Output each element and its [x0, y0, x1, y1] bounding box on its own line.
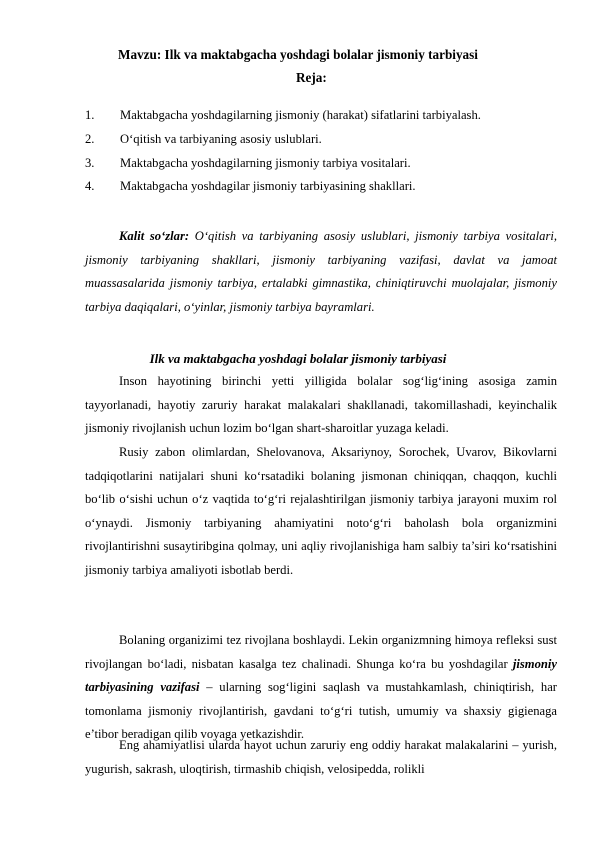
plan-item-text: Maktabgacha yoshdagilarning jismoniy tarbiya vositalari.	[120, 156, 411, 170]
plan-item-text: O‘qitish va tarbiyaning asosiy uslublari.	[120, 132, 322, 146]
body-paragraph-3	[85, 629, 557, 747]
keywords-text: O‘qitish va tarbiyaning asosiy uslublari, jismoniy tarbiya vositalari, jismoniy tarbiyaning shakllari, jismoniy tarbiyaning vazifasi, davlat va jamoat muassasalarida jismoniy tarbiya, ertalabki gimnastika, chiniqtiruvchi muolajalar, jismoniy tarbiya daqiqalari, o‘yinlar, jismoniy tarbiya bayramlari.	[85, 229, 557, 314]
body-paragraph-1: Inson hayotining birinchi yetti yilligida bolalar sog‘lig‘ining asosiga zamin tayyorlanadi, hayotiy zaruriy harakat malakalari shakllanadi, takomillashadi, keyinchalik jismoniy rivojlanish uchun lozim bo‘lgan shart-sharoitlar yuzaga keladi.	[85, 374, 557, 435]
plan-item-text: Maktabgacha yoshdagilar jismoniy tarbiyasining shakllari.	[120, 179, 416, 193]
plan-heading: Reja:	[296, 70, 327, 85]
plan-item-number: 1.	[85, 108, 95, 122]
keywords-label: Kalit so‘zlar:	[119, 229, 190, 243]
document-title: Mavzu: Ilk va maktabgacha yoshdagi bolalar jismoniy tarbiyasi	[118, 47, 478, 62]
plan-item-number: 4.	[85, 179, 95, 193]
body-paragraph-4: Eng ahamiyatlisi ularda hayot uchun zaruriy eng oddiy harakat malakalarini – yurish, yugurish, sakrash, uloqtirish, tirmashib chiqish, velosipedda, rolikli	[85, 738, 557, 776]
section-title: Ilk va maktabgacha yoshdagi bolalar jismoniy tarbiyasi	[149, 351, 447, 366]
keywords-paragraph	[85, 225, 557, 319]
paragraph-3-text-start: Bolaning organizimi tez rivojlana boshlaydi. Lekin organizmning himoya refleksi sust rivojlangan bo‘ladi, nisbatan kasalga tez chalinadi. Shunga ko‘ra bu yoshdagilar	[85, 633, 557, 671]
paragraph-3-text-end: – ularning sog‘ligini saqlash va mustahkamlash, chiniqtirish, har tomonlama jismoniy rivojlantirish, gavdani to‘g‘ri tutish, umumiy va shaxsiy gigienaga e’tibor beradigan qilib voyaga yetkazishdir.	[85, 680, 557, 741]
plan-item-number: 3.	[85, 156, 95, 170]
plan-item-number: 2.	[85, 132, 95, 146]
plan-item-text: Maktabgacha yoshdagilarning jismoniy (harakat) sifatlarini tarbiyalash.	[120, 108, 481, 122]
paragraph-3-emphasis: jismoniy tarbiyasining vazifasi	[85, 656, 557, 694]
body-paragraph-2: Rusiy zabon olimlardan, Shelovanova, Aksariynoy, Sorochek, Uvarov, Bikovlarni tadqiqotlarini natijalari shuni ko‘rsatadiki bolaning jismonan chiniqqan, chaqqon, kuchli bo‘lib o‘sishi uchun o‘z vaqtida to‘g‘ri rejalashtirilgan jismoniy tarbiya jarayoni muxim rol o‘ynaydi. Jismoniy tarbiyaning ahamiyatini noto‘g‘ri baholash bola organizmini rivojlantirishni susaytiribgina qolmay, uni aqliy rivojlanishiga ham salbiy ta’siri ko‘rsatishini jismoniy tarbiya amaliyoti isbotlab berdi.	[85, 445, 557, 577]
